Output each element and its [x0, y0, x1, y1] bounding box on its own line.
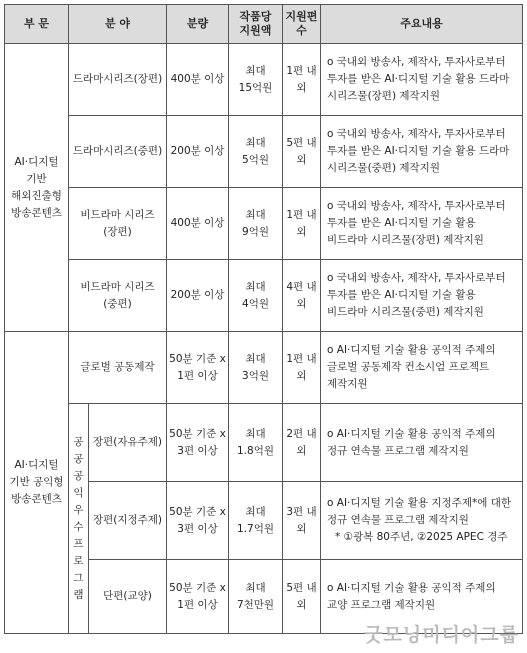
count-cell: 2편 내외	[283, 404, 321, 482]
count-cell: 1편 내외	[283, 188, 321, 260]
subgroup-label-cell: 공공공익우수프로그램	[69, 404, 89, 634]
length-cell: 400분 이상	[167, 44, 229, 116]
field-cell: 드라마시리즈(장편)	[69, 44, 167, 116]
count-cell: 3편 내외	[283, 482, 321, 560]
field-cell: 글로벌 공동제작	[69, 332, 167, 404]
table-row	[5, 404, 523, 482]
field-cell: 단편(교양)	[89, 560, 167, 634]
header-field: 분 야	[69, 5, 167, 44]
count-cell: 1편 내외	[283, 332, 321, 404]
amount-cell: 최대 7천만원	[229, 560, 283, 634]
length-cell: 200분 이상	[167, 260, 229, 332]
amount-cell: 최대 4억원	[229, 260, 283, 332]
field-cell: 드라마시리즈(중편)	[69, 116, 167, 188]
description-cell: o 국내외 방송사, 제작사, 투자사로부터 투자를 받은 AI·디지털 기술 활용 비드라마 시리즈물(장편) 제작지원	[321, 188, 523, 260]
count-cell: 5편 내외	[283, 560, 321, 634]
table-row	[5, 116, 523, 188]
amount-cell: 최대 1.7억원	[229, 482, 283, 560]
support-table	[4, 4, 523, 634]
amount-cell: 최대 5억원	[229, 116, 283, 188]
table-row	[5, 188, 523, 260]
description-cell: o AI·디지털 기술 활용 공익적 주제의 글로벌 공동제작 컨소시엄 프로젝트 제작지원	[321, 332, 523, 404]
length-cell: 50분 기준 x 1편 이상	[167, 560, 229, 634]
length-cell: 400분 이상	[167, 188, 229, 260]
description-cell: o 국내외 방송사, 제작사, 투자사로부터 투자를 받은 AI·디지털 기술 활용 비드라마 시리즈물(중편) 제작지원	[321, 260, 523, 332]
division-cell-public: AI·디지털 기반 공익형 방송콘텐츠	[5, 332, 69, 634]
count-cell: 1편 내외	[283, 44, 321, 116]
table-row	[5, 44, 523, 116]
description-cell: o 국내외 방송사, 제작사, 투자사로부터 투자를 받은 AI·디지털 기술 활용 드라마 시리즈물(중편) 제작지원	[321, 116, 523, 188]
length-cell: 200분 이상	[167, 116, 229, 188]
field-cell: 비드라마 시리즈(장편)	[69, 188, 167, 260]
count-cell: 4편 내외	[283, 260, 321, 332]
header-length: 분량	[167, 5, 229, 44]
table-row	[5, 260, 523, 332]
header-support-amount: 작품당 지원액	[229, 5, 283, 44]
description-cell: o 국내외 방송사, 제작사, 투자사로부터 투자를 받은 AI·디지털 기술 활용 드라마 시리즈물(장편) 제작지원	[321, 44, 523, 116]
description-text: o AI·디지털 기술 활용 지정주제*에 대한 정규 연속물 프로그램 제작지원	[327, 497, 511, 526]
amount-cell: 최대 9억원	[229, 188, 283, 260]
division-cell-overseas: AI·디지털 기반 해외진출형 방송콘텐츠	[5, 44, 69, 332]
description-cell: o AI·디지털 기술 활용 공익적 주제의 정규 연속물 프로그램 제작지원	[321, 404, 523, 482]
amount-cell: 최대 15억원	[229, 44, 283, 116]
description-cell: o AI·디지털 기술 활용 공익적 주제의 교양 프로그램 제작지원	[321, 560, 523, 634]
field-cell: 장편(자유주제)	[89, 404, 167, 482]
count-cell: 5편 내외	[283, 116, 321, 188]
header-row	[5, 5, 523, 44]
amount-cell: 최대 3억원	[229, 332, 283, 404]
header-count: 지원편수	[283, 5, 321, 44]
length-cell: 50분 기준 x 3편 이상	[167, 404, 229, 482]
field-cell: 장편(지정주제)	[89, 482, 167, 560]
field-cell: 비드라마 시리즈(중편)	[69, 260, 167, 332]
description-cell	[321, 482, 523, 560]
length-cell: 50분 기준 x 3편 이상	[167, 482, 229, 560]
amount-cell: 최대 1.8억원	[229, 404, 283, 482]
header-division: 부 문	[5, 5, 69, 44]
watermark-logo: 굿모닝미디어그룹	[364, 624, 519, 646]
footnote-text: * ①광복 80주년, ②2025 APEC 경주	[335, 531, 508, 543]
header-description: 주요내용	[321, 5, 523, 44]
length-cell: 50분 기준 x 1편 이상	[167, 332, 229, 404]
table-row	[5, 332, 523, 404]
